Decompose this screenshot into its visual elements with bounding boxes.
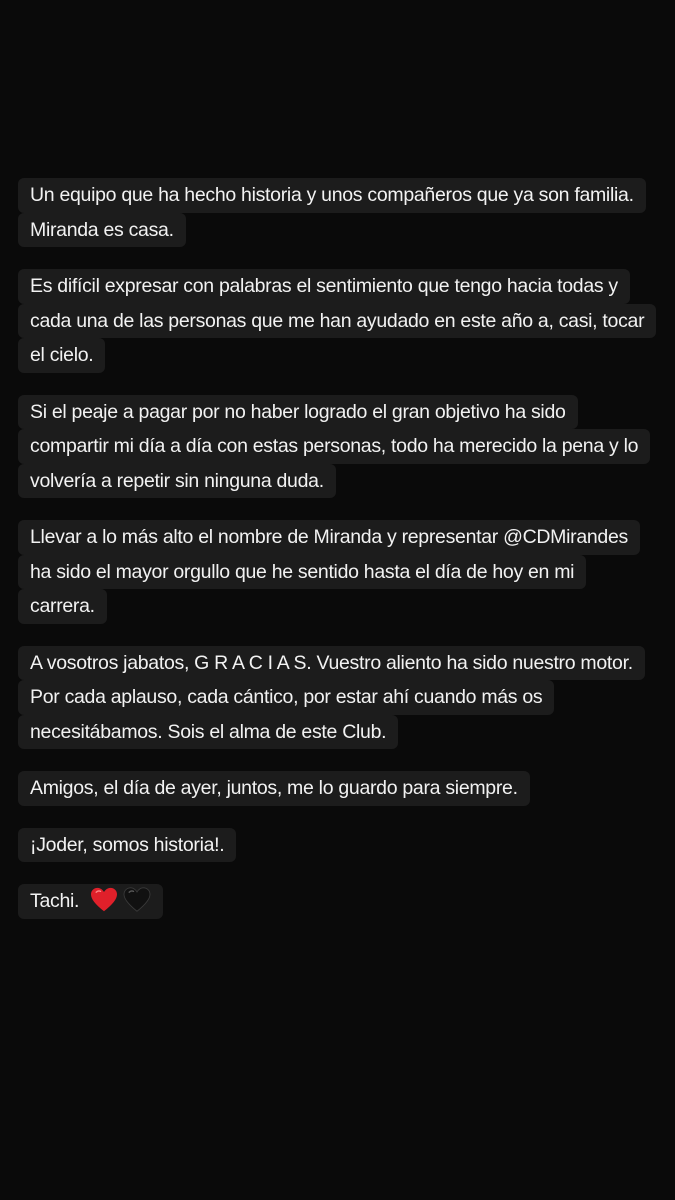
paragraph-4 [18,520,668,624]
text-line: ¡Joder, somos historia!. [18,828,236,863]
signature-text: Tachi. [30,890,80,912]
signature-line [18,884,163,919]
text-line: carrera. [18,589,107,624]
story-text-block [18,178,668,941]
text-line: Llevar a lo más alto el nombre de Miranda y representar @CDMirandes [18,520,640,555]
paragraph-1 [18,178,668,247]
paragraph-3 [18,395,668,499]
black-heart-icon [123,887,151,913]
text-line: Por cada aplauso, cada cántico, por estar ahí cuando más os [18,680,554,715]
paragraph-2 [18,269,668,373]
text-line: Es difícil expresar con palabras el sentimiento que tengo hacia todas y [18,269,630,304]
text-line: el cielo. [18,338,105,373]
red-heart-icon [90,887,118,913]
text-line: necesitábamos. Sois el alma de este Club. [18,715,398,750]
text-line: Si el peaje a pagar por no haber logrado el gran objetivo ha sido [18,395,578,430]
text-line: A vosotros jabatos, G R A C I A S. Vuestro aliento ha sido nuestro motor. [18,646,645,681]
text-line: Amigos, el día de ayer, juntos, me lo guardo para siempre. [18,771,530,806]
paragraph-6 [18,771,668,806]
text-line: cada una de las personas que me han ayudado en este año a, casi, tocar [18,304,656,339]
signature-paragraph [18,884,668,919]
text-line: ha sido el mayor orgullo que he sentido hasta el día de hoy en mi [18,555,586,590]
text-line: volvería a repetir sin ninguna duda. [18,464,336,499]
paragraph-7 [18,828,668,863]
text-line: compartir mi día a día con estas personas, todo ha merecido la pena y lo [18,429,650,464]
text-line: Miranda es casa. [18,213,186,248]
text-line: Un equipo que ha hecho historia y unos compañeros que ya son familia. [18,178,646,213]
hearts-group [90,885,151,920]
paragraph-5 [18,646,668,750]
